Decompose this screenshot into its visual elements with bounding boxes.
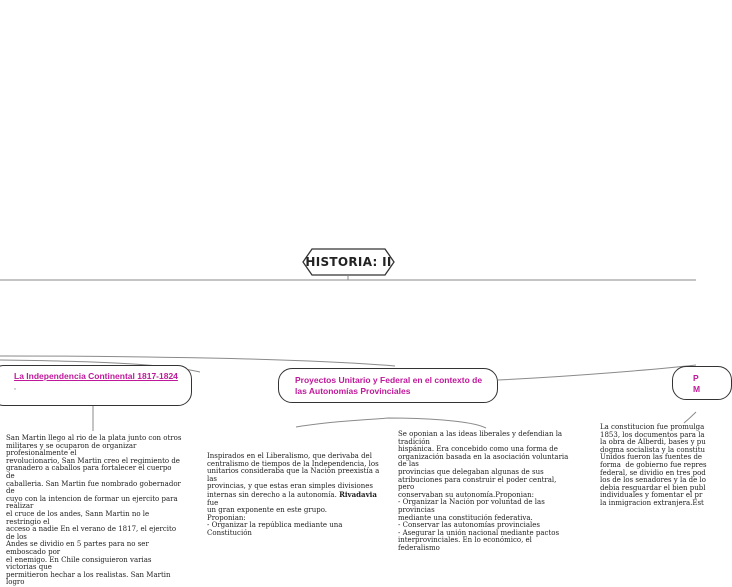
text-unitario: [207, 453, 382, 538]
topic-title: La Independencia Continental 1817-1824: [14, 371, 178, 381]
topic-subtext: ,: [14, 384, 16, 391]
text-san-martin: San Martin llego al rio de la plata junto con otros militares y se ocuparon de organizar profesionalmente el revolucionario, San Martin creo el regimiento de granadero a caballos para fortalecer el cuerpo de caballeria. San Martin fue nombrado gobernador de cuyo con la intencion de formar un ejercito para realizar el cruce de los andes, Sann Martin no le restringio el acceso a nadie En el verano de 1817, el ejercito de los Andes se dividio en 5 partes para no ser emboscado por el enemigo. En Chile consiguieron varias victorias que permitieron hechar a los realistas. San Martin logro: [6, 434, 182, 587]
topic-independencia-continental[interactable]: [0, 365, 192, 406]
text-constitucion: La constitucion fue promulga 1853, los documentos para la la obra de Alberdi, bases y pu dogma socialista y la constitu Unidos fueron las fuentes de forma de gobierno fue repres federal, se dividio en tres pod los de los senadores y la de lo debia resguardar el bien publ individuales y fomentar el pr la inmigracion extranjera.Est: [600, 423, 707, 507]
topic-title: P M: [693, 373, 701, 394]
central-topic[interactable]: [302, 248, 395, 276]
central-topic-title: HISTORIA: II: [305, 255, 392, 269]
text-unitario-b: fue un gran exponente en este grupo. Proponian: - Organizar la república mediante una Constitución: [207, 498, 343, 537]
text-unitario-a: Inspirados en el Liberalismo, que derivaba del centralismo de tiempos de la Independencia, los unitarios consideraba que la Nación preexistía a las provincias, y que estas eran simples divisiones internas sin derecho a la autonomía.: [207, 452, 380, 499]
topic-proyectos-unitario-federal[interactable]: [278, 368, 498, 403]
text-federal: Se oponian a las ideas liberales y defendian la tradición hispánica. Era concebido como una forma de organización basada en la asociación voluntaria de las provincias que delegaban algunas de sus atribuciones para construir el poder central, pero conservaban su autonomía.Proponian: - Organizar la Nación por voluntad de las provincias mediante una constitución federativa. - Conservar las autonomías provinciales - Asegurar la unión nacional mediante pactos interprovinciales. En lo económico, el federalismo: [398, 430, 569, 552]
topic-title: Proyectos Unitario y Federal en el contexto de las Autonomías Provinciales: [295, 375, 483, 396]
topic-partial-right[interactable]: [672, 366, 732, 400]
text-rivadavia: Rivadavia: [339, 489, 377, 499]
